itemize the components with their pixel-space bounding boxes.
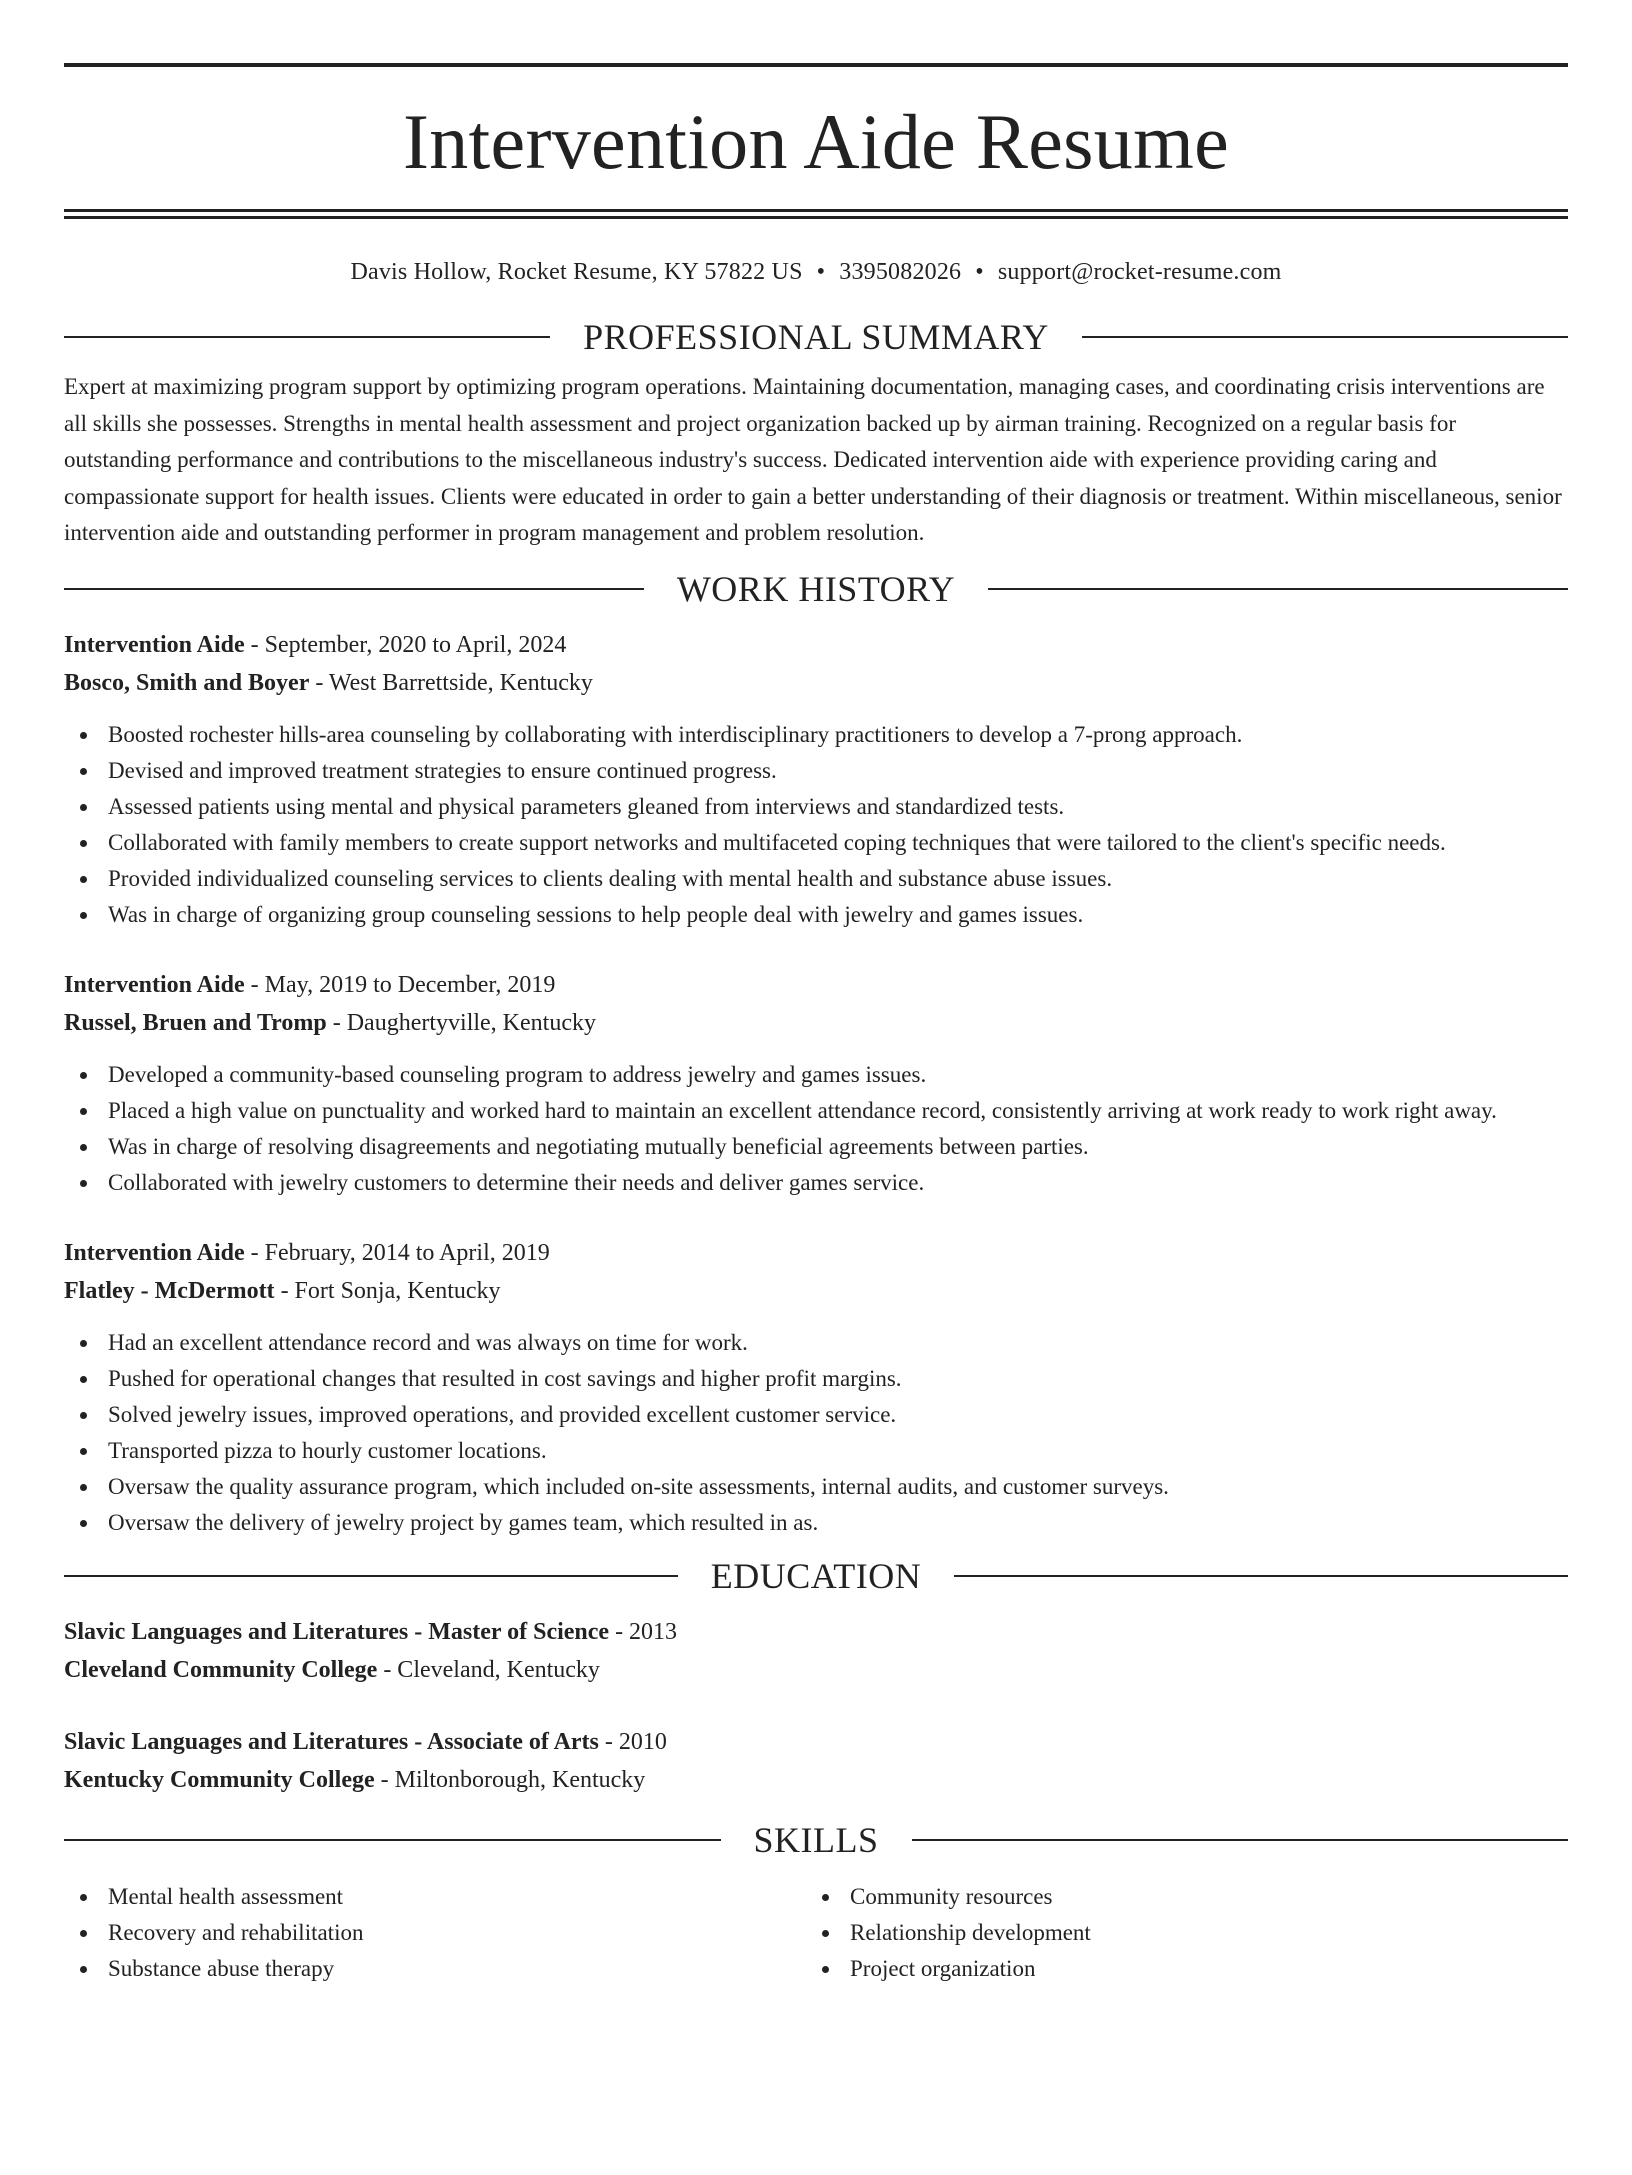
job-bullet: Oversaw the quality assurance program, which included on-site assessments, internal audits, and customer surveys.	[64, 1469, 1568, 1505]
heading-rule	[1082, 336, 1568, 338]
job-title-line	[64, 626, 1568, 664]
job-bullet-list	[64, 717, 1568, 933]
skill-item: Project organization	[806, 1951, 1548, 1987]
job-bullet: Had an excellent attendance record and was always on time for work.	[64, 1325, 1568, 1361]
heading-rule	[64, 336, 550, 338]
job-bullet: Boosted rochester hills-area counseling by collaborating with interdisciplinary practitioners to develop a 7-prong approach.	[64, 717, 1568, 753]
job-bullet: Assessed patients using mental and physical parameters gleaned from interviews and standardized tests.	[64, 789, 1568, 825]
job-entry	[64, 626, 1568, 933]
job-company: Bosco, Smith and Boyer	[64, 669, 310, 696]
resume-page	[0, 63, 1632, 2175]
job-dates: - May, 2019 to December, 2019	[244, 971, 556, 998]
job-company: Russel, Bruen and Tromp	[64, 1009, 327, 1036]
job-bullet: Developed a community-based counseling program to address jewelry and games issues.	[64, 1057, 1568, 1093]
job-location: - West Barrettside, Kentucky	[309, 669, 593, 696]
job-bullet: Collaborated with family members to create support networks and multifaceted coping techniques that were tailored to the client's specific needs.	[64, 825, 1568, 861]
job-bullet: Devised and improved treatment strategies to ensure continued progress.	[64, 753, 1568, 789]
heading-label: EDUCATION	[710, 1555, 922, 1596]
education-entry	[64, 1723, 1568, 1799]
job-bullet: Provided individualized counseling services to clients dealing with mental health and substance abuse issues.	[64, 861, 1568, 897]
job-location: - Daughertyville, Kentucky	[326, 1009, 596, 1036]
contact-address: Davis Hollow, Rocket Resume, KY 57822 US	[350, 259, 803, 285]
job-dates: - September, 2020 to April, 2024	[244, 631, 567, 658]
job-bullet: Solved jewelry issues, improved operations, and provided excellent customer service.	[64, 1397, 1568, 1433]
skill-item: Mental health assessment	[64, 1879, 806, 1915]
job-title: Intervention Aide	[64, 1239, 245, 1266]
heading-label: PROFESSIONAL SUMMARY	[583, 317, 1049, 357]
heading-rule	[64, 1839, 721, 1841]
section-heading-summary	[64, 315, 1568, 359]
education-school-line	[64, 1651, 1568, 1689]
job-title-line	[64, 1234, 1568, 1272]
skill-item: Relationship development	[806, 1915, 1548, 1951]
heading-rule	[912, 1839, 1569, 1841]
job-bullet: Was in charge of organizing group counseling sessions to help people deal with jewelry and games issues.	[64, 897, 1568, 933]
education-degree-line	[64, 1723, 1568, 1761]
education-school: Cleveland Community College	[64, 1656, 378, 1683]
education-school-line	[64, 1761, 1568, 1799]
resume-title: Intervention Aide Resume	[402, 98, 1229, 185]
education-entry	[64, 1613, 1568, 1689]
education-degree: Slavic Languages and Literatures - Associate of Arts	[64, 1728, 599, 1755]
job-dates: - February, 2014 to April, 2019	[244, 1239, 550, 1266]
contact-separator: •	[816, 259, 826, 285]
job-bullet: Was in charge of resolving disagreements and negotiating mutually beneficial agreements between parties.	[64, 1129, 1568, 1165]
heading-label: WORK HISTORY	[676, 568, 956, 609]
contact-phone: 3395082026	[839, 259, 962, 285]
skill-item: Community resources	[806, 1879, 1548, 1915]
skills-column-left	[64, 1879, 806, 1987]
heading-rule	[64, 588, 644, 590]
job-entry	[64, 966, 1568, 1201]
title-double-rule	[64, 209, 1568, 219]
top-rule	[64, 63, 1568, 67]
job-company-line	[64, 664, 1568, 702]
job-company-line	[64, 1272, 1568, 1310]
job-bullet: Oversaw the delivery of jewelry project by games team, which resulted in as.	[64, 1505, 1568, 1541]
job-location: - Fort Sonja, Kentucky	[274, 1277, 501, 1304]
education-location: - Cleveland, Kentucky	[377, 1656, 600, 1683]
job-company: Flatley - McDermott	[64, 1277, 275, 1304]
section-heading-education	[64, 1554, 1568, 1598]
education-year: - 2013	[609, 1618, 678, 1645]
heading-rule	[64, 1575, 678, 1577]
job-title-line	[64, 966, 1568, 1004]
job-title: Intervention Aide	[64, 631, 245, 658]
education-school: Kentucky Community College	[64, 1766, 375, 1793]
skill-item: Substance abuse therapy	[64, 1951, 806, 1987]
job-bullet: Transported pizza to hourly customer locations.	[64, 1433, 1568, 1469]
skills-column-right	[806, 1879, 1548, 1987]
job-bullet-list	[64, 1325, 1568, 1541]
contact-line	[64, 257, 1568, 287]
job-bullet: Placed a high value on punctuality and worked hard to maintain an excellent attendance record, consistently arriving at work ready to work right away.	[64, 1093, 1568, 1129]
section-heading-work-history	[64, 567, 1568, 611]
education-location: - Miltonborough, Kentucky	[374, 1766, 646, 1793]
job-bullet: Pushed for operational changes that resulted in cost savings and higher profit margins.	[64, 1361, 1568, 1397]
education-degree: Slavic Languages and Literatures - Master of Science	[64, 1618, 610, 1645]
job-bullet: Collaborated with jewelry customers to determine their needs and deliver games service.	[64, 1165, 1568, 1201]
job-company-line	[64, 1004, 1568, 1042]
heading-label: SKILLS	[753, 1819, 879, 1860]
education-degree-line	[64, 1613, 1568, 1651]
summary-text: Expert at maximizing program support by optimizing program operations. Maintaining documentation, managing cases, and coordinating crisis interventions are all skills she possesses. Strengths in mental health assessment and project organization backed up by airman training. Recognized on a regular basis for outstanding performance and contributions to the miscellaneous industry's success. Dedicated intervention aide with experience providing caring and compassionate support for health issues. Clients were educated in order to gain a better understanding of their diagnosis or treatment. Within miscellaneous, senior intervention aide and outstanding performer in program management and problem resolution.	[64, 374, 1562, 545]
job-entry	[64, 1234, 1568, 1541]
section-heading-skills	[64, 1818, 1568, 1862]
skills-grid	[64, 1879, 1568, 1987]
contact-separator: •	[975, 259, 984, 285]
skill-item: Recovery and rehabilitation	[64, 1915, 806, 1951]
heading-rule	[988, 588, 1568, 590]
education-year: - 2010	[598, 1728, 667, 1755]
job-bullet-list	[64, 1057, 1568, 1201]
heading-rule	[954, 1575, 1568, 1577]
job-title: Intervention Aide	[64, 971, 245, 998]
contact-email: support@rocket-resume.com	[997, 259, 1282, 285]
